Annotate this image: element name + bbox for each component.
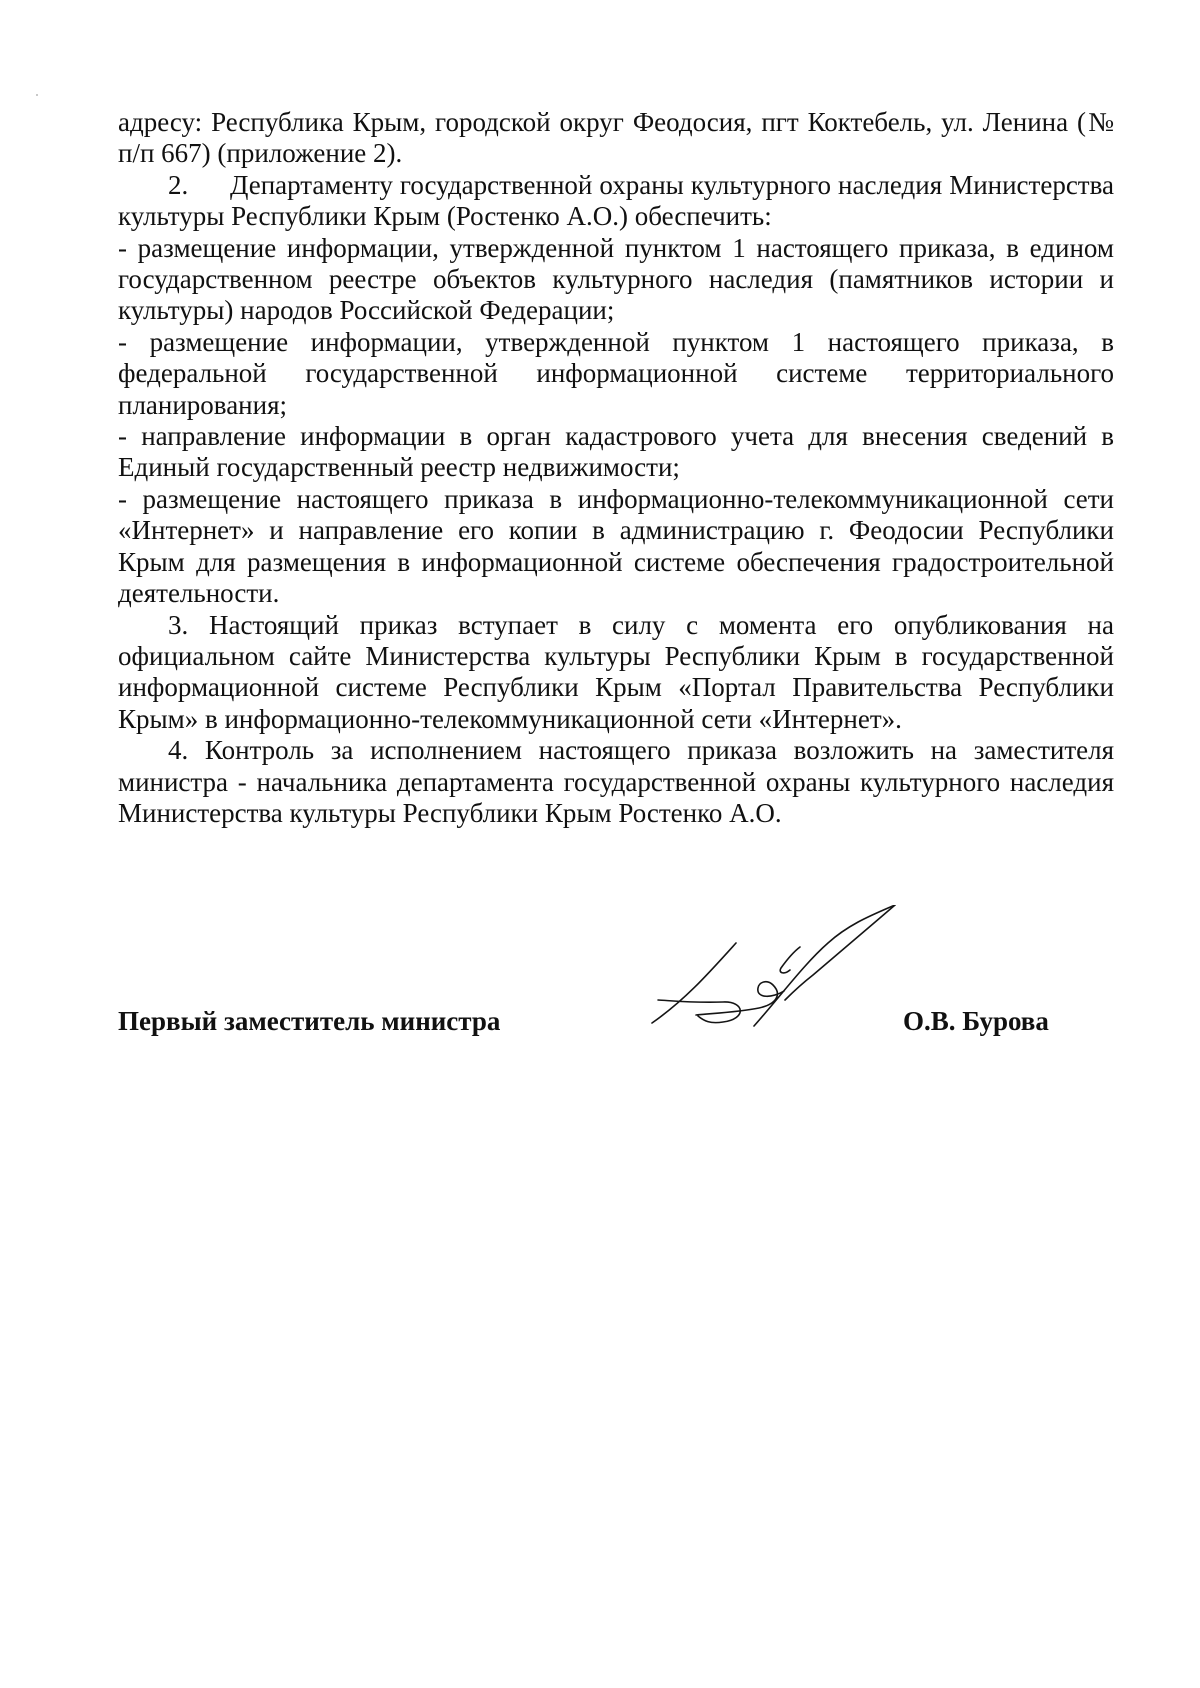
paragraph-item-3: 3. Настоящий приказ вступает в силу с момента его опубликования на официальном сайте Министерства культуры Республики Крым в государственной информационной системе Республики Крым «Портал Правительства Республики Крым» в информационно-телекоммуникационной сети «Интернет». [118,609,1114,734]
paragraph-address-continuation: адресу: Республика Крым, городской округ Феодосия, пгт Коктебель, ул. Ленина (№ п/п 667) (приложение 2). [118,107,1114,169]
paragraph-item-2 [118,170,1114,233]
document-body [118,107,1114,829]
paragraph-item-2-text: Департаменту государственной охраны культурного наследия Министерства культуры Республики Крым (Ростенко А.О.) обеспечить: [118,169,1114,232]
list-item-cadastral-information: - направление информации в орган кадастрового учета для внесения сведений в Единый государственный реестр недвижимости; [118,421,1114,483]
item-number-2: 2. [168,169,189,200]
list-item-internet-placement: - размещение настоящего приказа в информационно-телекоммуникационной сети «Интернет» и направление его копии в администрацию г. Феодосии Республики Крым для размещения в информационной системе обеспечения градостроительной деятельности. [118,483,1114,609]
signatory-name: О.В. Бурова [903,1006,1049,1036]
list-item-registry-placement: - размещение информации, утвержденной пунктом 1 настоящего приказа, в едином государственном реестре объектов культурного наследия (памятников истории и культуры) народов Российской Федерации; [118,232,1114,326]
list-item-planning-system-placement: - размещение информации, утвержденной пунктом 1 настоящего приказа, в федеральной государственной информационной системе территориального планирования; [118,326,1114,420]
signature-title: Первый заместитель министра [118,1006,501,1036]
paragraph-item-4: 4. Контроль за исполнением настоящего приказа возложить на заместителя министра - начальника департамента государственной охраны культурного наследия Министерства культуры Республики Крым Ростенко А.О. [118,735,1114,828]
scan-artifact [36,94,38,96]
handwritten-signature [630,905,930,1065]
